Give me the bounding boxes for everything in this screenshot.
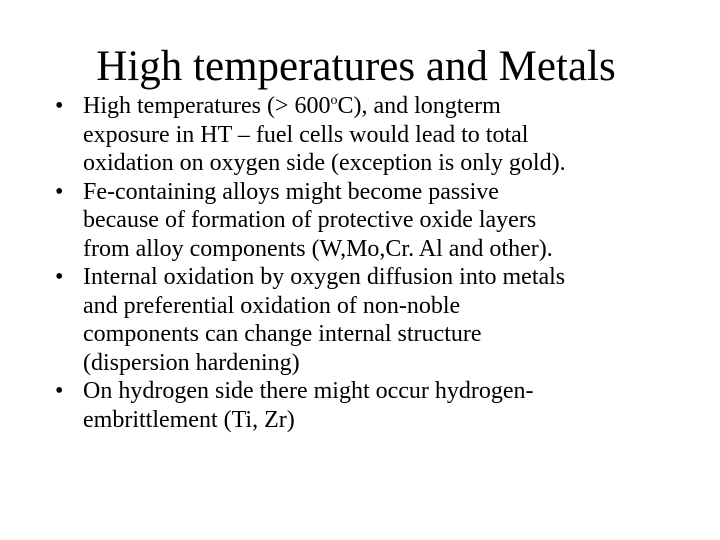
bullet-item-internal-oxidation	[55, 263, 695, 377]
bullet-icon: •	[55, 93, 64, 119]
bullet-icon: •	[55, 378, 64, 404]
bullet-icon: •	[55, 264, 64, 290]
bullet-2-line-1: Fe-containing alloys might become passive	[83, 178, 499, 205]
slide-title: High temperatures and Metals	[96, 43, 616, 90]
bullet-item-high-temperatures	[55, 92, 695, 178]
bullet-1-line-1-end: C), and longterm	[337, 93, 501, 119]
bullet-3-line-4: (dispersion hardening)	[83, 349, 300, 376]
bullet-1-line-1	[83, 92, 695, 121]
bullet-list	[55, 92, 695, 434]
bullet-1-line-1-start: High temperatures (> 600	[83, 93, 331, 119]
bullet-3-line-1: Internal oxidation by oxygen diffusion into metals	[83, 264, 566, 290]
bullet-1-line-3: oxidation on oxygen side (exception is only gold).	[83, 150, 566, 176]
bullet-4-line-1: On hydrogen side there might occur hydrogen-	[83, 378, 534, 404]
bullet-1-line-2: exposure in HT – fuel cells would lead to total	[83, 121, 529, 148]
degree-superscript: o	[330, 93, 338, 108]
bullet-3-line-2: and preferential oxidation of non-noble	[83, 292, 461, 319]
bullet-icon: •	[55, 178, 64, 205]
bullet-2-line-2: because of formation of protective oxide layers	[83, 207, 537, 233]
bullet-3-line-3: components can change internal structure	[83, 321, 482, 347]
bullet-item-fe-alloys	[55, 178, 695, 264]
bullet-item-hydrogen-side	[55, 377, 695, 434]
bullet-2-line-3: from alloy components (W,Mo,Cr. Al and other).	[83, 235, 553, 262]
bullet-4-line-2: embrittlement (Ti, Zr)	[83, 406, 295, 433]
